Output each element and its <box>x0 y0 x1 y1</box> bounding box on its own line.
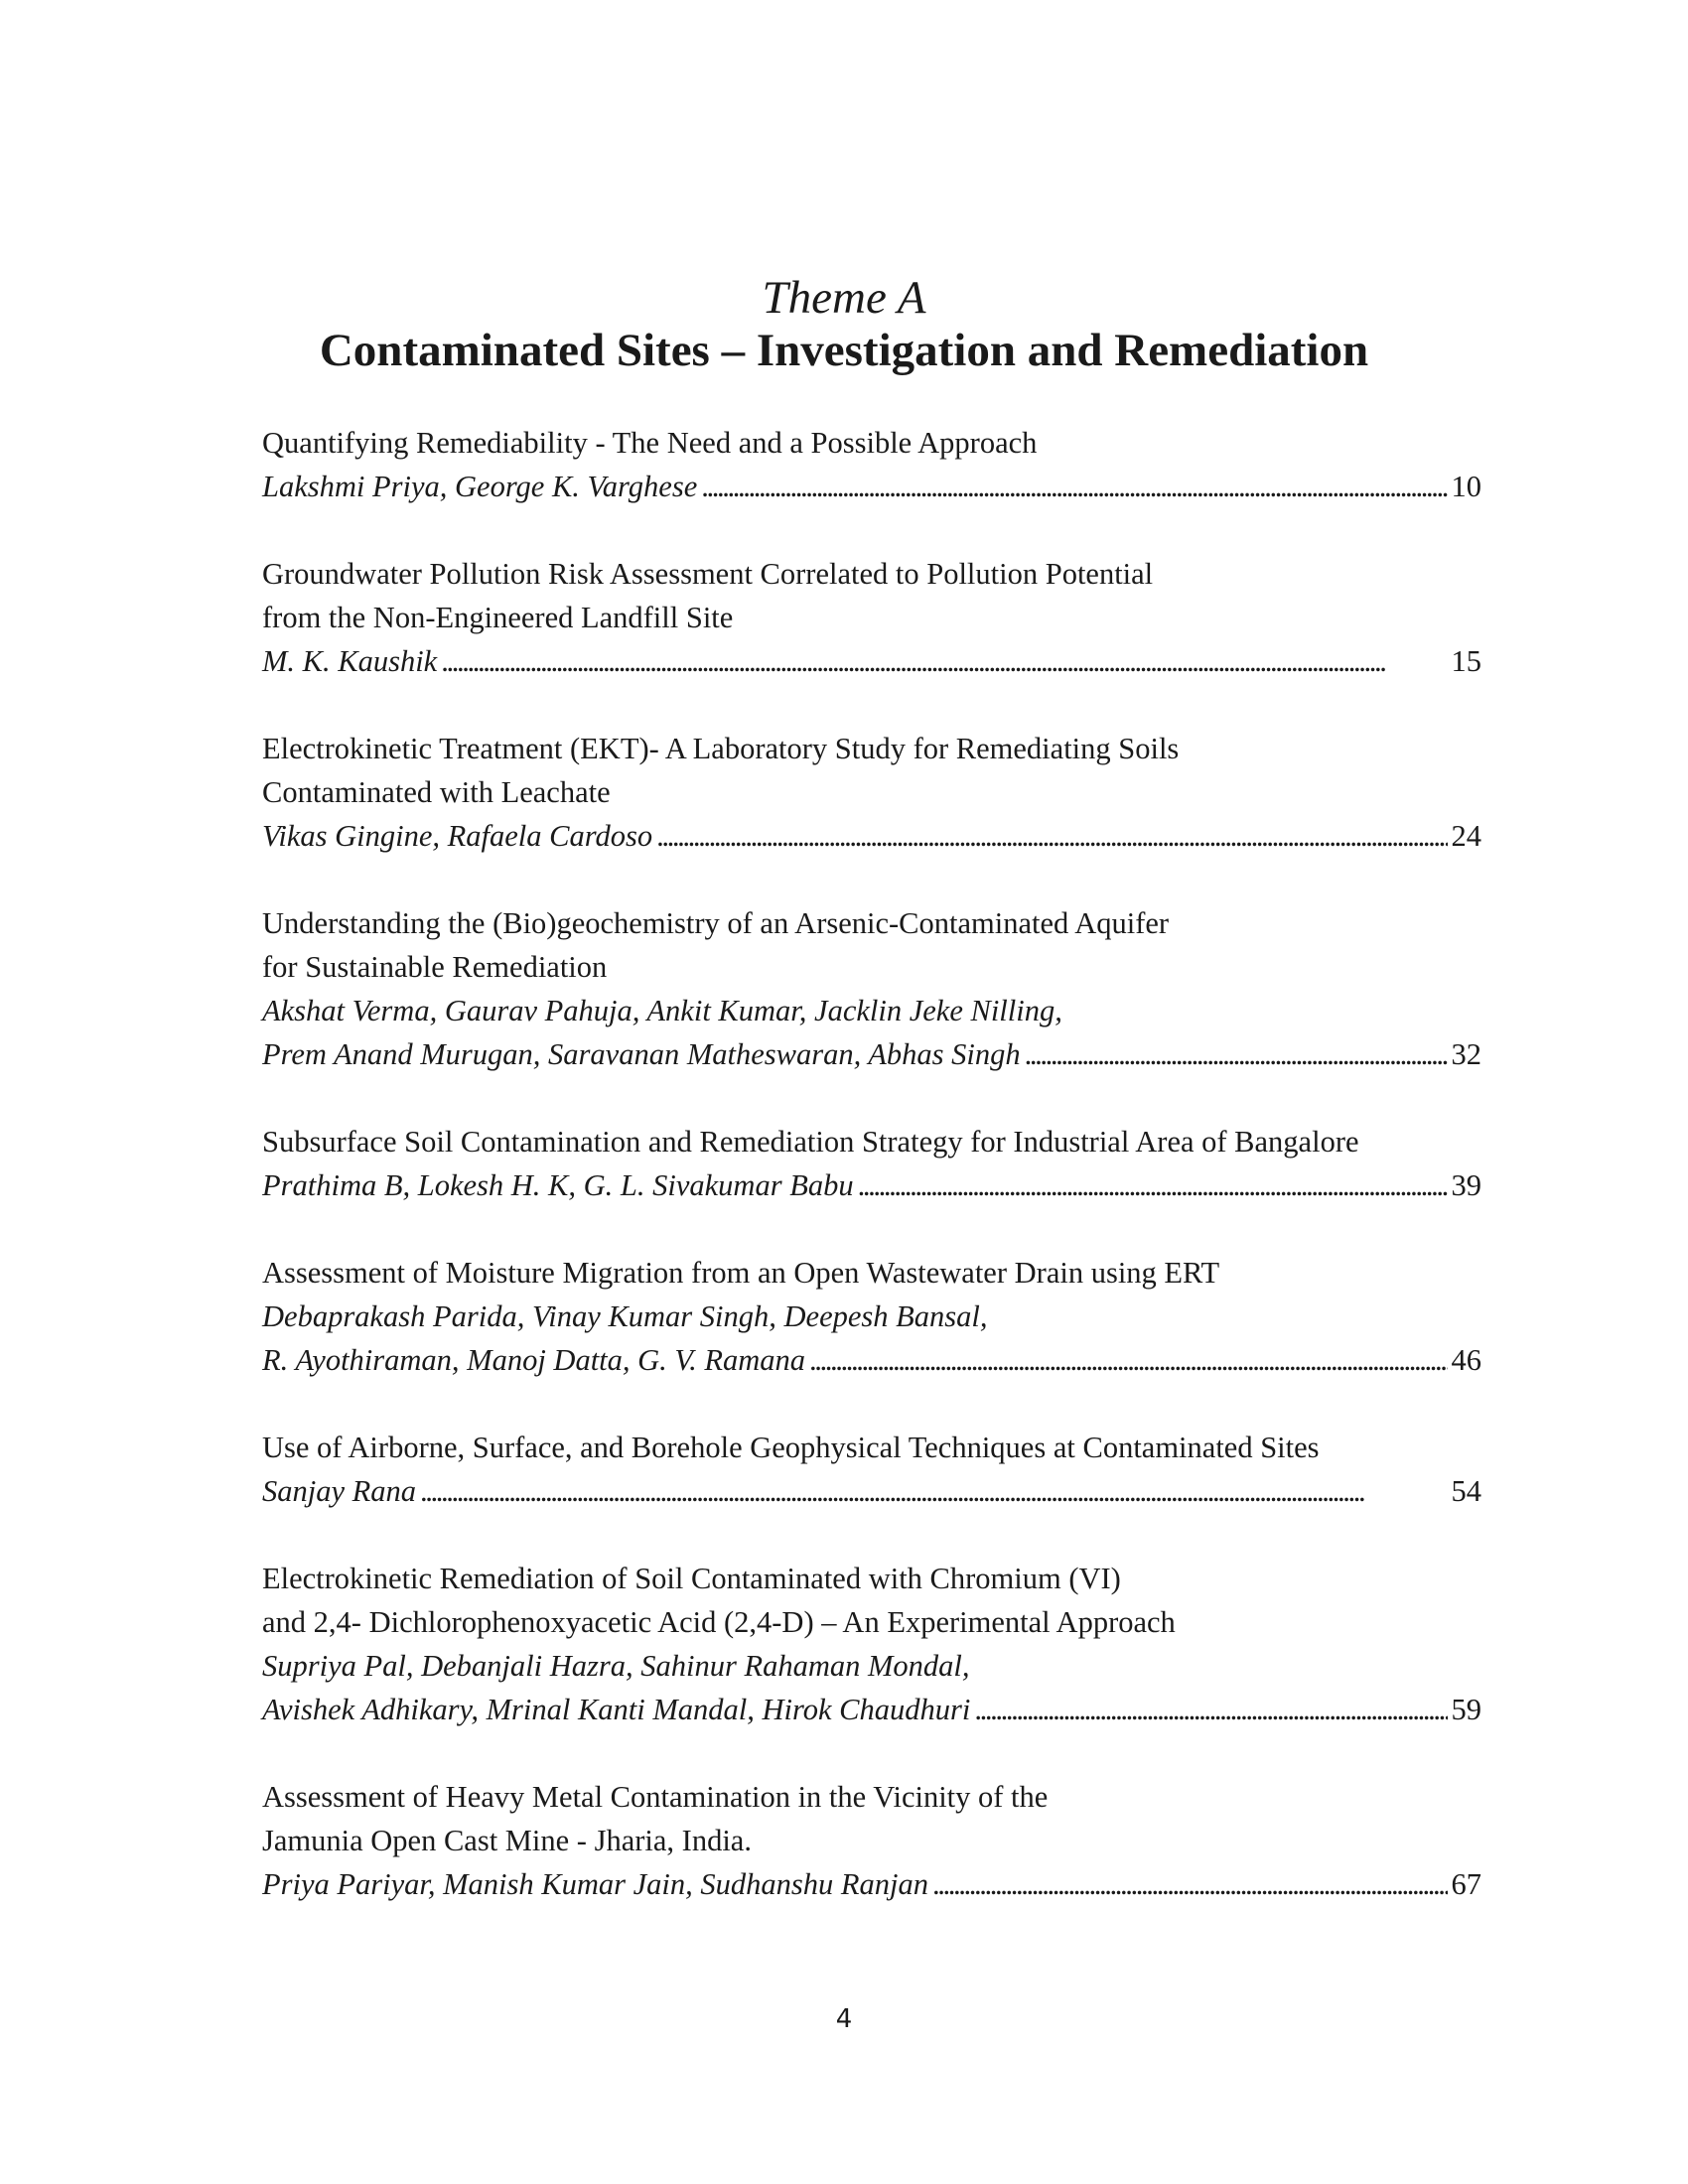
toc-page-number: 15 <box>1451 644 1481 678</box>
dot-leader <box>932 1862 1448 1906</box>
toc-page-number: 54 <box>1451 1474 1481 1508</box>
toc-page-number: 32 <box>1451 1037 1481 1071</box>
toc-entry <box>262 552 1481 683</box>
paper-title-line: Assessment of Moisture Migration from an Open Wastewater Drain using ERT <box>262 1256 1220 1290</box>
toc-entry <box>262 1775 1481 1906</box>
dot-leader <box>656 814 1447 858</box>
paper-title-line: for Sustainable Remediation <box>262 950 608 984</box>
dot-leader <box>701 465 1447 508</box>
toc-entry <box>262 1120 1481 1207</box>
toc-page-number: 67 <box>1451 1867 1481 1901</box>
dot-leader <box>1025 1032 1448 1076</box>
dot-leader <box>420 1469 1447 1513</box>
dot-leader <box>974 1688 1447 1731</box>
authors-page-row <box>262 814 1481 858</box>
toc-page-number: 59 <box>1451 1693 1481 1726</box>
page-number: 4 <box>835 2004 853 2034</box>
authors-page-row <box>262 1163 1481 1207</box>
authors-line: Avishek Adhikary, Mrinal Kanti Mandal, Hirok Chaudhuri <box>262 1693 971 1726</box>
toc-page-number: 24 <box>1451 819 1481 853</box>
toc-entry <box>262 727 1481 858</box>
table-of-contents <box>262 421 1481 1950</box>
authors-line: Debaprakash Parida, Vinay Kumar Singh, Deepesh Bansal, <box>262 1299 988 1333</box>
authors-line: Prathima B, Lokesh H. K, G. L. Sivakumar Babu <box>262 1168 854 1202</box>
authors-line: Supriya Pal, Debanjali Hazra, Sahinur Rahaman Mondal, <box>262 1649 970 1683</box>
authors-page-row <box>262 1338 1481 1382</box>
toc-page-number: 46 <box>1451 1343 1481 1377</box>
authors-page-row <box>262 1032 1481 1076</box>
paper-title-line: Assessment of Heavy Metal Contamination in the Vicinity of the <box>262 1780 1049 1814</box>
paper-title-line: Electrokinetic Remediation of Soil Contaminated with Chromium (VI) <box>262 1562 1121 1595</box>
authors-line: R. Ayothiraman, Manoj Datta, G. V. Ramana <box>262 1343 806 1377</box>
toc-entry <box>262 1251 1481 1382</box>
dot-leader <box>858 1163 1448 1207</box>
authors-line: Vikas Gingine, Rafaela Cardoso <box>262 819 653 853</box>
paper-title-line: and 2,4- Dichlorophenoxyacetic Acid (2,4-D) – An Experimental Approach <box>262 1605 1176 1639</box>
authors-page-row <box>262 465 1481 508</box>
paper-title-line: Jamunia Open Cast Mine - Jharia, India. <box>262 1824 752 1857</box>
paper-title-line: Subsurface Soil Contamination and Remediation Strategy for Industrial Area of Bangalore <box>262 1125 1359 1159</box>
authors-line: Akshat Verma, Gaurav Pahuja, Ankit Kumar, Jacklin Jeke Nilling, <box>262 994 1062 1027</box>
authors-page-row <box>262 1469 1481 1513</box>
toc-page-number: 10 <box>1451 470 1481 503</box>
authors-page-row <box>262 639 1481 683</box>
paper-title-line: from the Non-Engineered Landfill Site <box>262 601 734 634</box>
toc-entry <box>262 1426 1481 1513</box>
theme-label: Theme A <box>762 272 926 324</box>
paper-title-line: Use of Airborne, Surface, and Borehole Geophysical Techniques at Contaminated Sites <box>262 1431 1320 1464</box>
authors-line: Sanjay Rana <box>262 1474 417 1508</box>
authors-line: Lakshmi Priya, George K. Varghese <box>262 470 698 503</box>
paper-title-line: Contaminated with Leachate <box>262 775 611 809</box>
paper-title-line: Understanding the (Bio)geochemistry of an Arsenic-Contaminated Aquifer <box>262 906 1170 940</box>
authors-line: M. K. Kaushik <box>262 644 438 678</box>
paper-title-line: Electrokinetic Treatment (EKT)- A Laboratory Study for Remediating Soils <box>262 732 1180 765</box>
theme-title: Contaminated Sites – Investigation and Remediation <box>319 325 1369 376</box>
toc-page-number: 39 <box>1451 1168 1481 1202</box>
authors-page-row <box>262 1862 1481 1906</box>
paper-title-line: Groundwater Pollution Risk Assessment Correlated to Pollution Potential <box>262 557 1154 591</box>
paper-title-line: Quantifying Remediability - The Need and a Possible Approach <box>262 426 1038 460</box>
toc-entry <box>262 1557 1481 1731</box>
authors-page-row <box>262 1688 1481 1731</box>
toc-entry <box>262 421 1481 508</box>
dot-leader <box>441 639 1447 683</box>
authors-line: Priya Pariyar, Manish Kumar Jain, Sudhanshu Ranjan <box>262 1867 928 1901</box>
authors-line: Prem Anand Murugan, Saravanan Matheswaran, Abhas Singh <box>262 1037 1021 1071</box>
dot-leader <box>809 1338 1447 1382</box>
toc-entry <box>262 901 1481 1076</box>
